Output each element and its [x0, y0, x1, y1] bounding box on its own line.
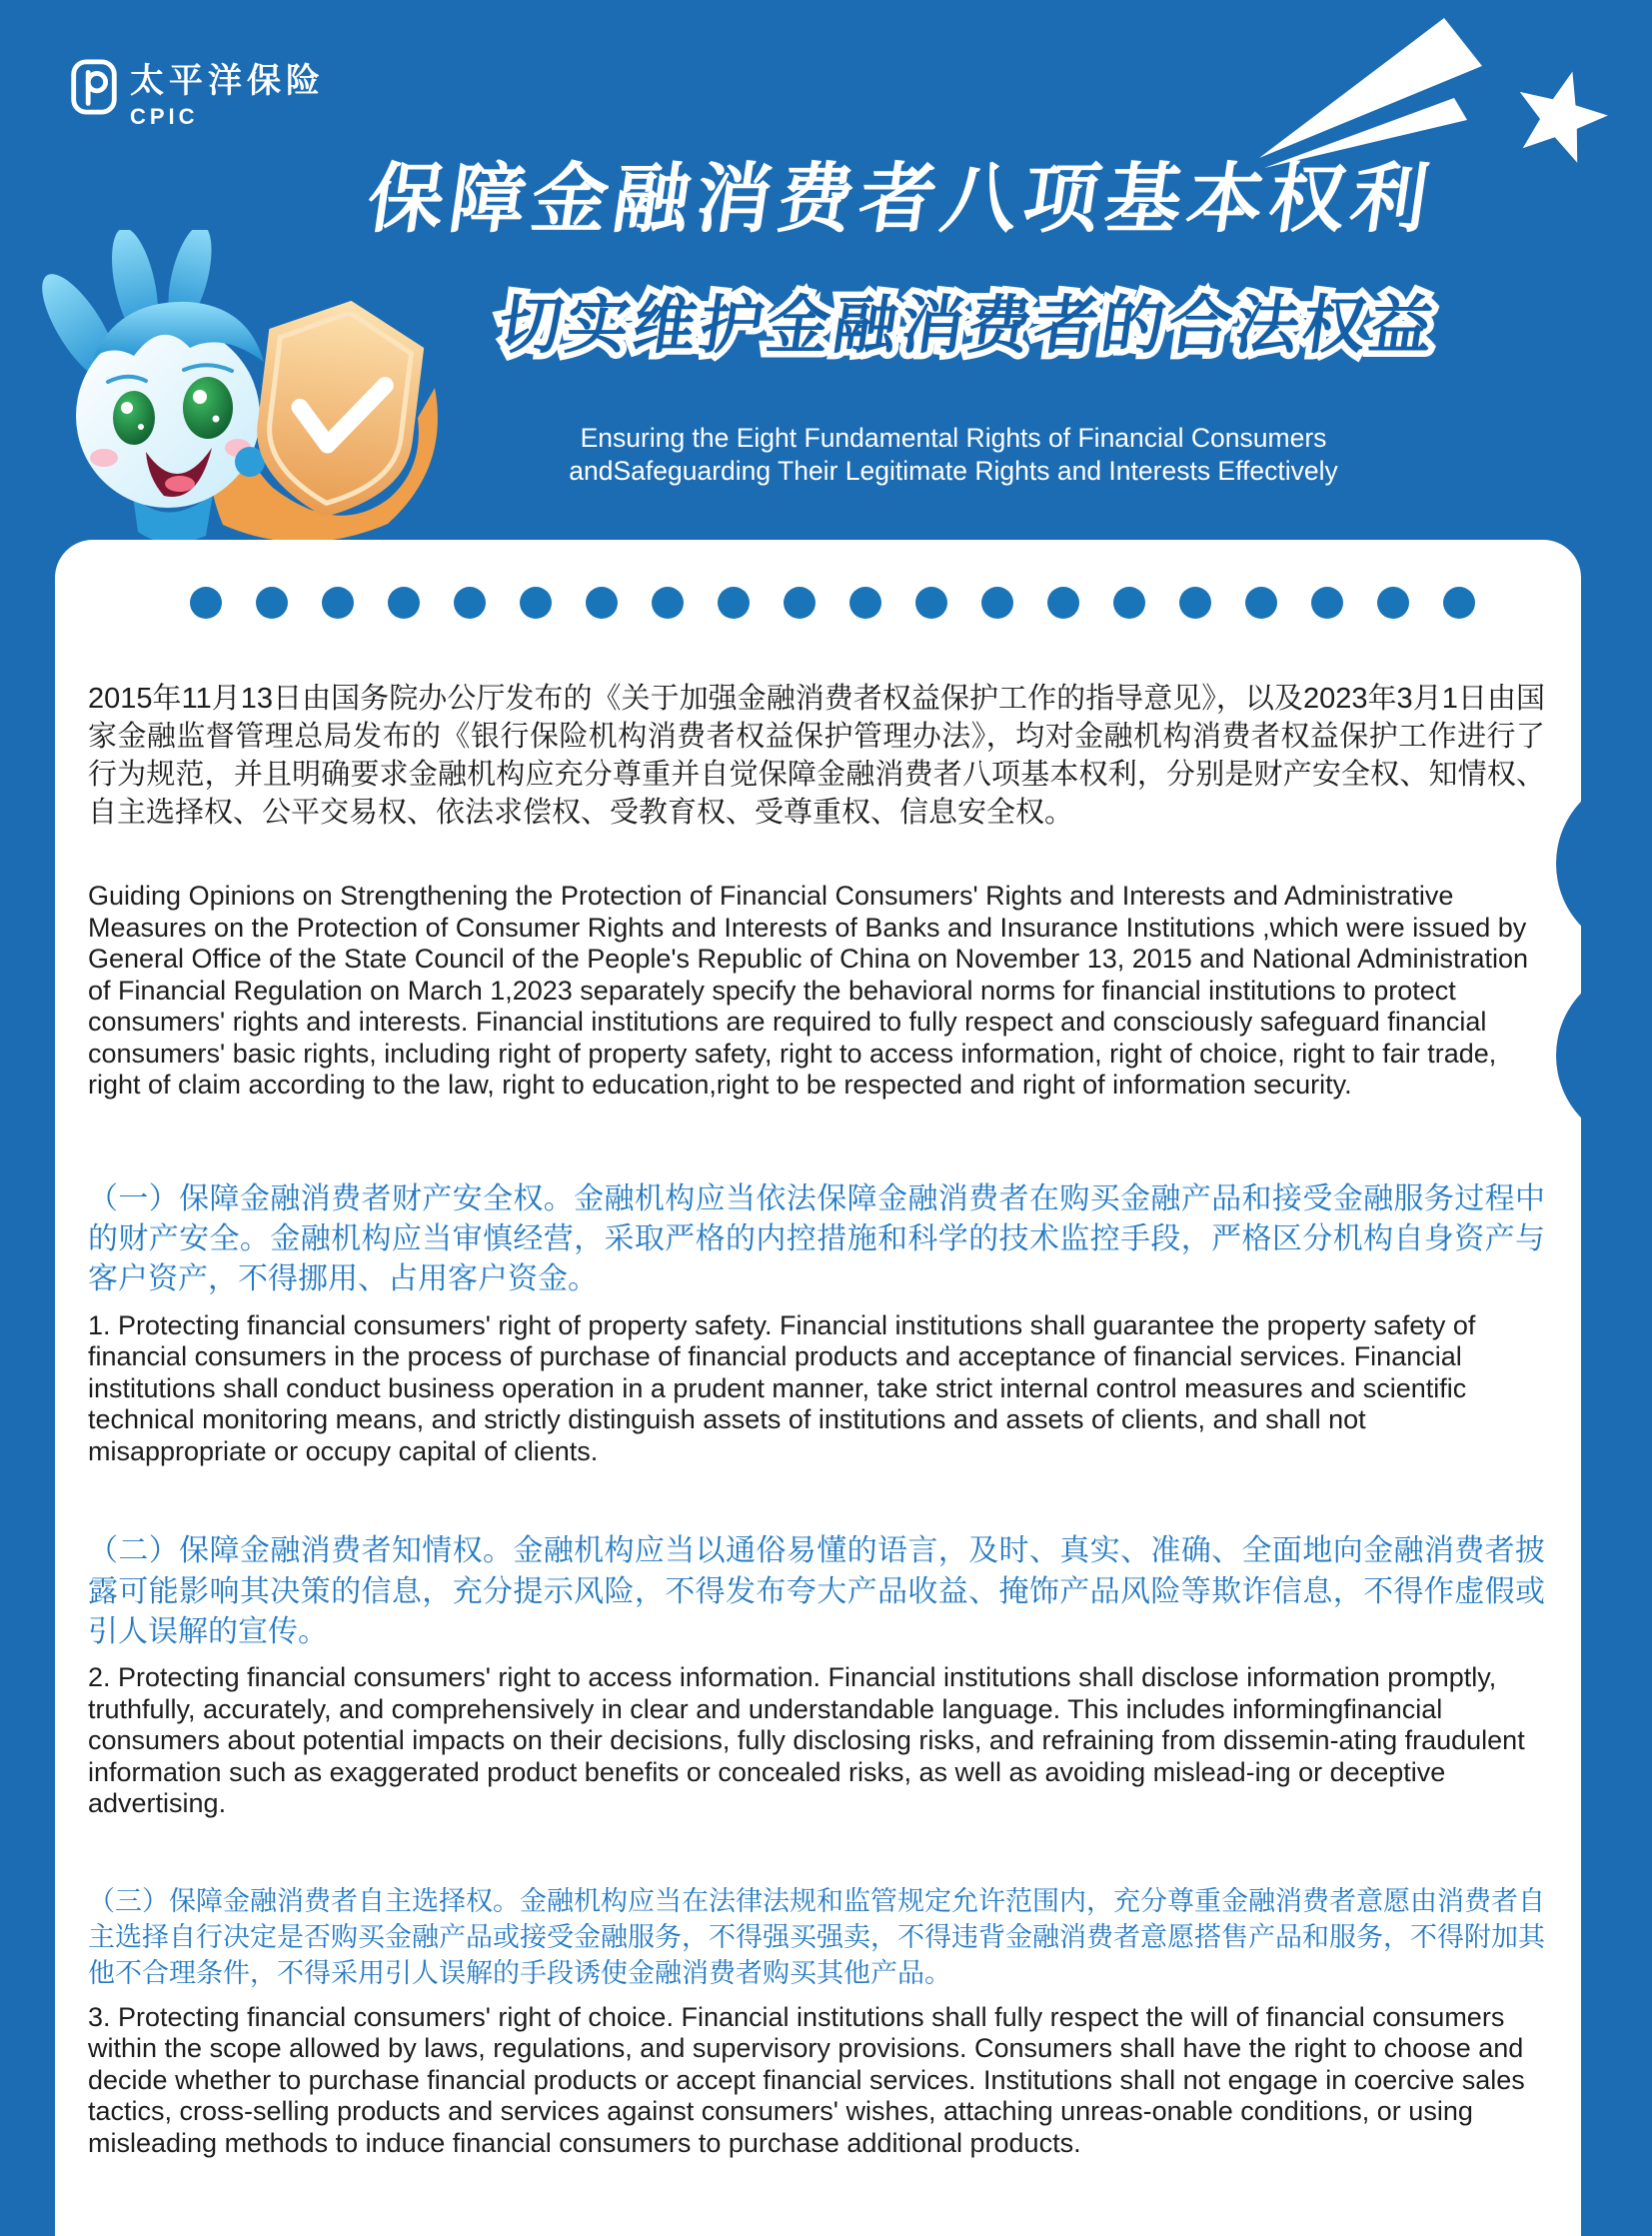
dot	[1113, 587, 1145, 619]
section-body-en: 3. Protecting financial consumers' right of choice. Financial institutions shall fully respect the will of financial consumers within the scope allowed by laws, regulations, and supervisory provisions. Consumers shall have the right to choose and decide whether to purchase financial products or accept financial services. Institutions shall not engage in coercive sales tactics, cross-selling products and services against consumers' wishes, attaching unreas-onable conditions, or using misleading methods to induce financial consumers to purchase additional products.	[88, 2001, 1525, 2158]
dot	[520, 587, 552, 619]
dot	[915, 587, 947, 619]
dot	[190, 587, 222, 619]
cpic-logo	[70, 58, 325, 128]
dot	[1047, 587, 1079, 619]
dot	[1245, 587, 1277, 619]
dot	[784, 587, 816, 619]
content-card	[55, 540, 1581, 2236]
content-area	[88, 652, 1545, 2160]
dot	[981, 587, 1013, 619]
dots-divider	[190, 587, 1475, 619]
brand-name-en: CPIC	[130, 104, 199, 129]
dot	[1377, 587, 1409, 619]
section-body-en: 2. Protecting financial consumers' right to access information. Financial institutions shall disclose information promptly, truthfully, accurately, and comprehensively in clear and understandable language. This includes informingfinancial consumers about potential impacts on their decisions, fully disclosing risks, and refraining from dissemin-ating fraudulent information such as exaggerated product benefits or concealed risks, as well as avoiding mislead-ing or deceptive advertising.	[88, 1662, 1525, 1819]
dot	[1179, 587, 1211, 619]
title-block	[189, 138, 1598, 366]
section-body-en: 1. Protecting financial consumers' right of property safety. Financial institutions shall guarantee the property safety of financial consumers in the process of purchase of financial products and acceptance of financial services. Financial institutions shall conduct business operation in a prudent manner, take strict internal control measures and scientific technical monitoring means, and strictly distinguish assets of institutions and assets of clients, and shall not misappropriate or occupy capital of clients.	[88, 1309, 1476, 1466]
dot	[718, 587, 750, 619]
dot	[586, 587, 618, 619]
section-heading-cn: （三）保障金融消费者自主选择权。金融机构应当在法律法规和监管规定允许范围内，充分尊重金融消费者意愿由消费者自主选择自行决定是否购买金融产品或接受金融服务，不得强买强卖，不得违背金融消费者意愿搭售产品和服务，不得附加其他不合理条件，不得采用引人误解的手段诱使金融消费者购买其他产品。	[88, 1885, 1545, 1988]
dot	[1311, 587, 1343, 619]
dot	[652, 587, 684, 619]
subtitle-english-line2: andSafeguarding Their Legitimate Rights and Interests Effectively	[569, 456, 1338, 487]
dot	[454, 587, 486, 619]
main-title-line1: 保障金融消费者八项基本权利	[362, 157, 1440, 242]
intro-paragraph-en: Guiding Opinions on Strengthening the Protection of Financial Consumers' Rights and Interests and Administrative Measures on the Protection of Consumer Rights and Interests of Banks and Insurance Institutions ,which were issued by General Office of the State Council of the People's Republic of China on November 13, 2015 and National Administration of Financial Regulation on March 1,2023 separately specify the behavioral norms for financial institutions to protect consumers' rights and interests. Financial institutions are required to fully respect and consciously safeguard financial consumers' basic rights, including right of property safety, right to access information, right of choice, right to fair trade, right of claim according to the law, right to education,right to be respected and right of information security.	[88, 880, 1529, 1101]
dot	[322, 587, 354, 619]
dot	[1443, 587, 1475, 619]
intro-paragraph-cn: 2015年11月13日由国务院办公厅发布的《关于加强金融消费者权益保护工作的指导意见》，以及2023年3月1日由国家金融监督管理总局发布的《银行保险机构消费者权益保护管理办法》，均对金融机构消费者权益保护工作进行了行为规范，并且明确要求金融机构应充分尊重并自觉保障金融消费者八项基本权利，分别是财产安全权、知情权、自主选择权、公平交易权、依法求偿权、受教育权、受尊重权、信息安全权。	[88, 683, 1545, 829]
subtitle-english-line1: Ensuring the Eight Fundamental Rights of Financial Consumers	[580, 423, 1327, 453]
section-heading-cn: （一）保障金融消费者财产安全权。金融机构应当依法保障金融消费者在购买金融产品和接受金融服务过程中的财产安全。金融机构应当审慎经营，采取严格的内控措施和科学的技术监控手段，严格区分机构自身资产与客户资产，不得挪用、占用客户资金。	[88, 1181, 1545, 1296]
section-right-of-choice	[88, 1884, 1545, 2160]
main-title-line2: 切实维护金融消费者的合法权益 切实维护金融消费者的合法权益	[494, 275, 1444, 366]
cpic-logo-icon	[70, 58, 118, 116]
dot	[849, 587, 881, 619]
brand-name-cn: 太平洋保险	[130, 62, 325, 100]
dot	[388, 587, 420, 619]
section-access-information	[88, 1531, 1545, 1819]
section-property-safety	[88, 1179, 1545, 1467]
dot	[256, 587, 288, 619]
subtitle-english	[330, 422, 1577, 488]
section-heading-cn: （二）保障金融消费者知情权。金融机构应当以通俗易懂的语言，及时、真实、准确、全面地向金融消费者披露可能影响其决策的信息，充分提示风险，不得发布夸大产品收益、掩饰产品风险等欺诈信息，不得作虚假或引人误解的宣传。	[88, 1534, 1545, 1648]
